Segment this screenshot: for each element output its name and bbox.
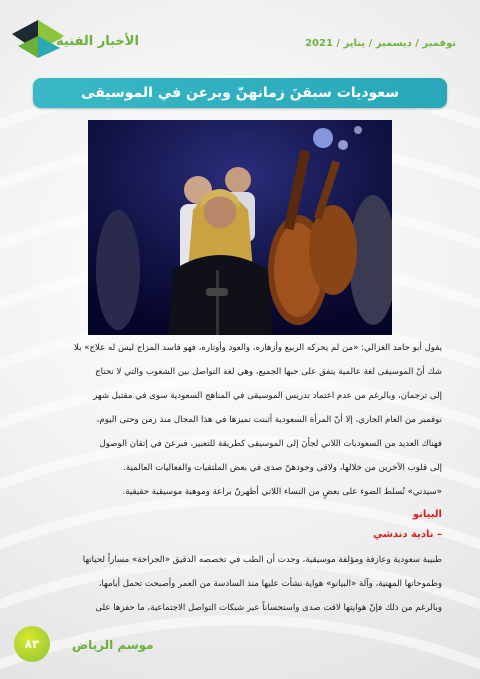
- section-subheading: – نادية دندشي: [372, 529, 442, 540]
- article-photo: [88, 120, 392, 335]
- magazine-name: موسم الرياض: [72, 638, 154, 652]
- article-title: سعوديات سبقنَ زمانهنّ وبرعن في الموسيقى: [33, 78, 447, 108]
- paragraph-line: نوفمبر من العام الجاري، إلا أنّ المرأة السعودية أثبتت تميزها في هذا المجال منذ زمن وحتى اليوم،: [96, 415, 442, 425]
- issue-date: نوفمبر / ديسمبر / يناير / 2021: [305, 38, 456, 49]
- paragraph-line: إلى ترجمان، وبالرغم من عدم اعتماد تدريس الموسيقى في المناهج السعودية سوى في مقتبل شهر: [93, 391, 442, 401]
- section-line: وطموحاتها المهنية، وآلة «البيانو» هواية نشأت عليها منذ السادسة من العمر وأصبحت تحمل أيامها،: [98, 579, 442, 589]
- section-line: طبيبة سعودية وعازفة ومؤلفة موسيقية، وجدت أن الطب في تخصصه الدقيق «الجراحة» مساراً لحياتها: [82, 555, 442, 565]
- paragraph-line: «سيدتي» تُسلط الضوء على بعضٍ من النساء اللاتي أظهرنّ براعة وموهبة موسيقية حقيقية.: [122, 487, 442, 497]
- paragraph-line: شك أنّ الموسيقى لغة عالمية يتفق على حبها الجميع، وهي لغة التواصل بين الشعوب والتي لا تحتاج: [95, 367, 442, 377]
- section-heading: البيانو: [412, 509, 442, 520]
- paragraph-line: فهناك العديد من السعوديات اللاتي لجأنَ إلى الموسيقى كطريقة للتعبير، فبرعنَ في إتقان الوصول: [99, 439, 442, 449]
- paragraph-line: إلى قلوب الآخرين من خلالها، ولاقى وجودهنّ صدى في بعض الملتقيات والفعاليات العالمية.: [123, 463, 442, 473]
- section-line: وبالرغم من ذلك فإنّ هوايتها لاقت صدى واستحساناً عبر شبكات التواصل الاجتماعية، ما حفزها على: [95, 603, 442, 613]
- page-number: ٨٣: [14, 626, 50, 662]
- logo-text: الأخبار الفنية: [56, 34, 139, 49]
- paragraph-line: يقول أبو حامد الغزالي: «من لم يحركه الربيع وأزهاره، والعود وأوتاره، فهو فاسد المزاج ليس له علاج» بلا: [73, 343, 442, 353]
